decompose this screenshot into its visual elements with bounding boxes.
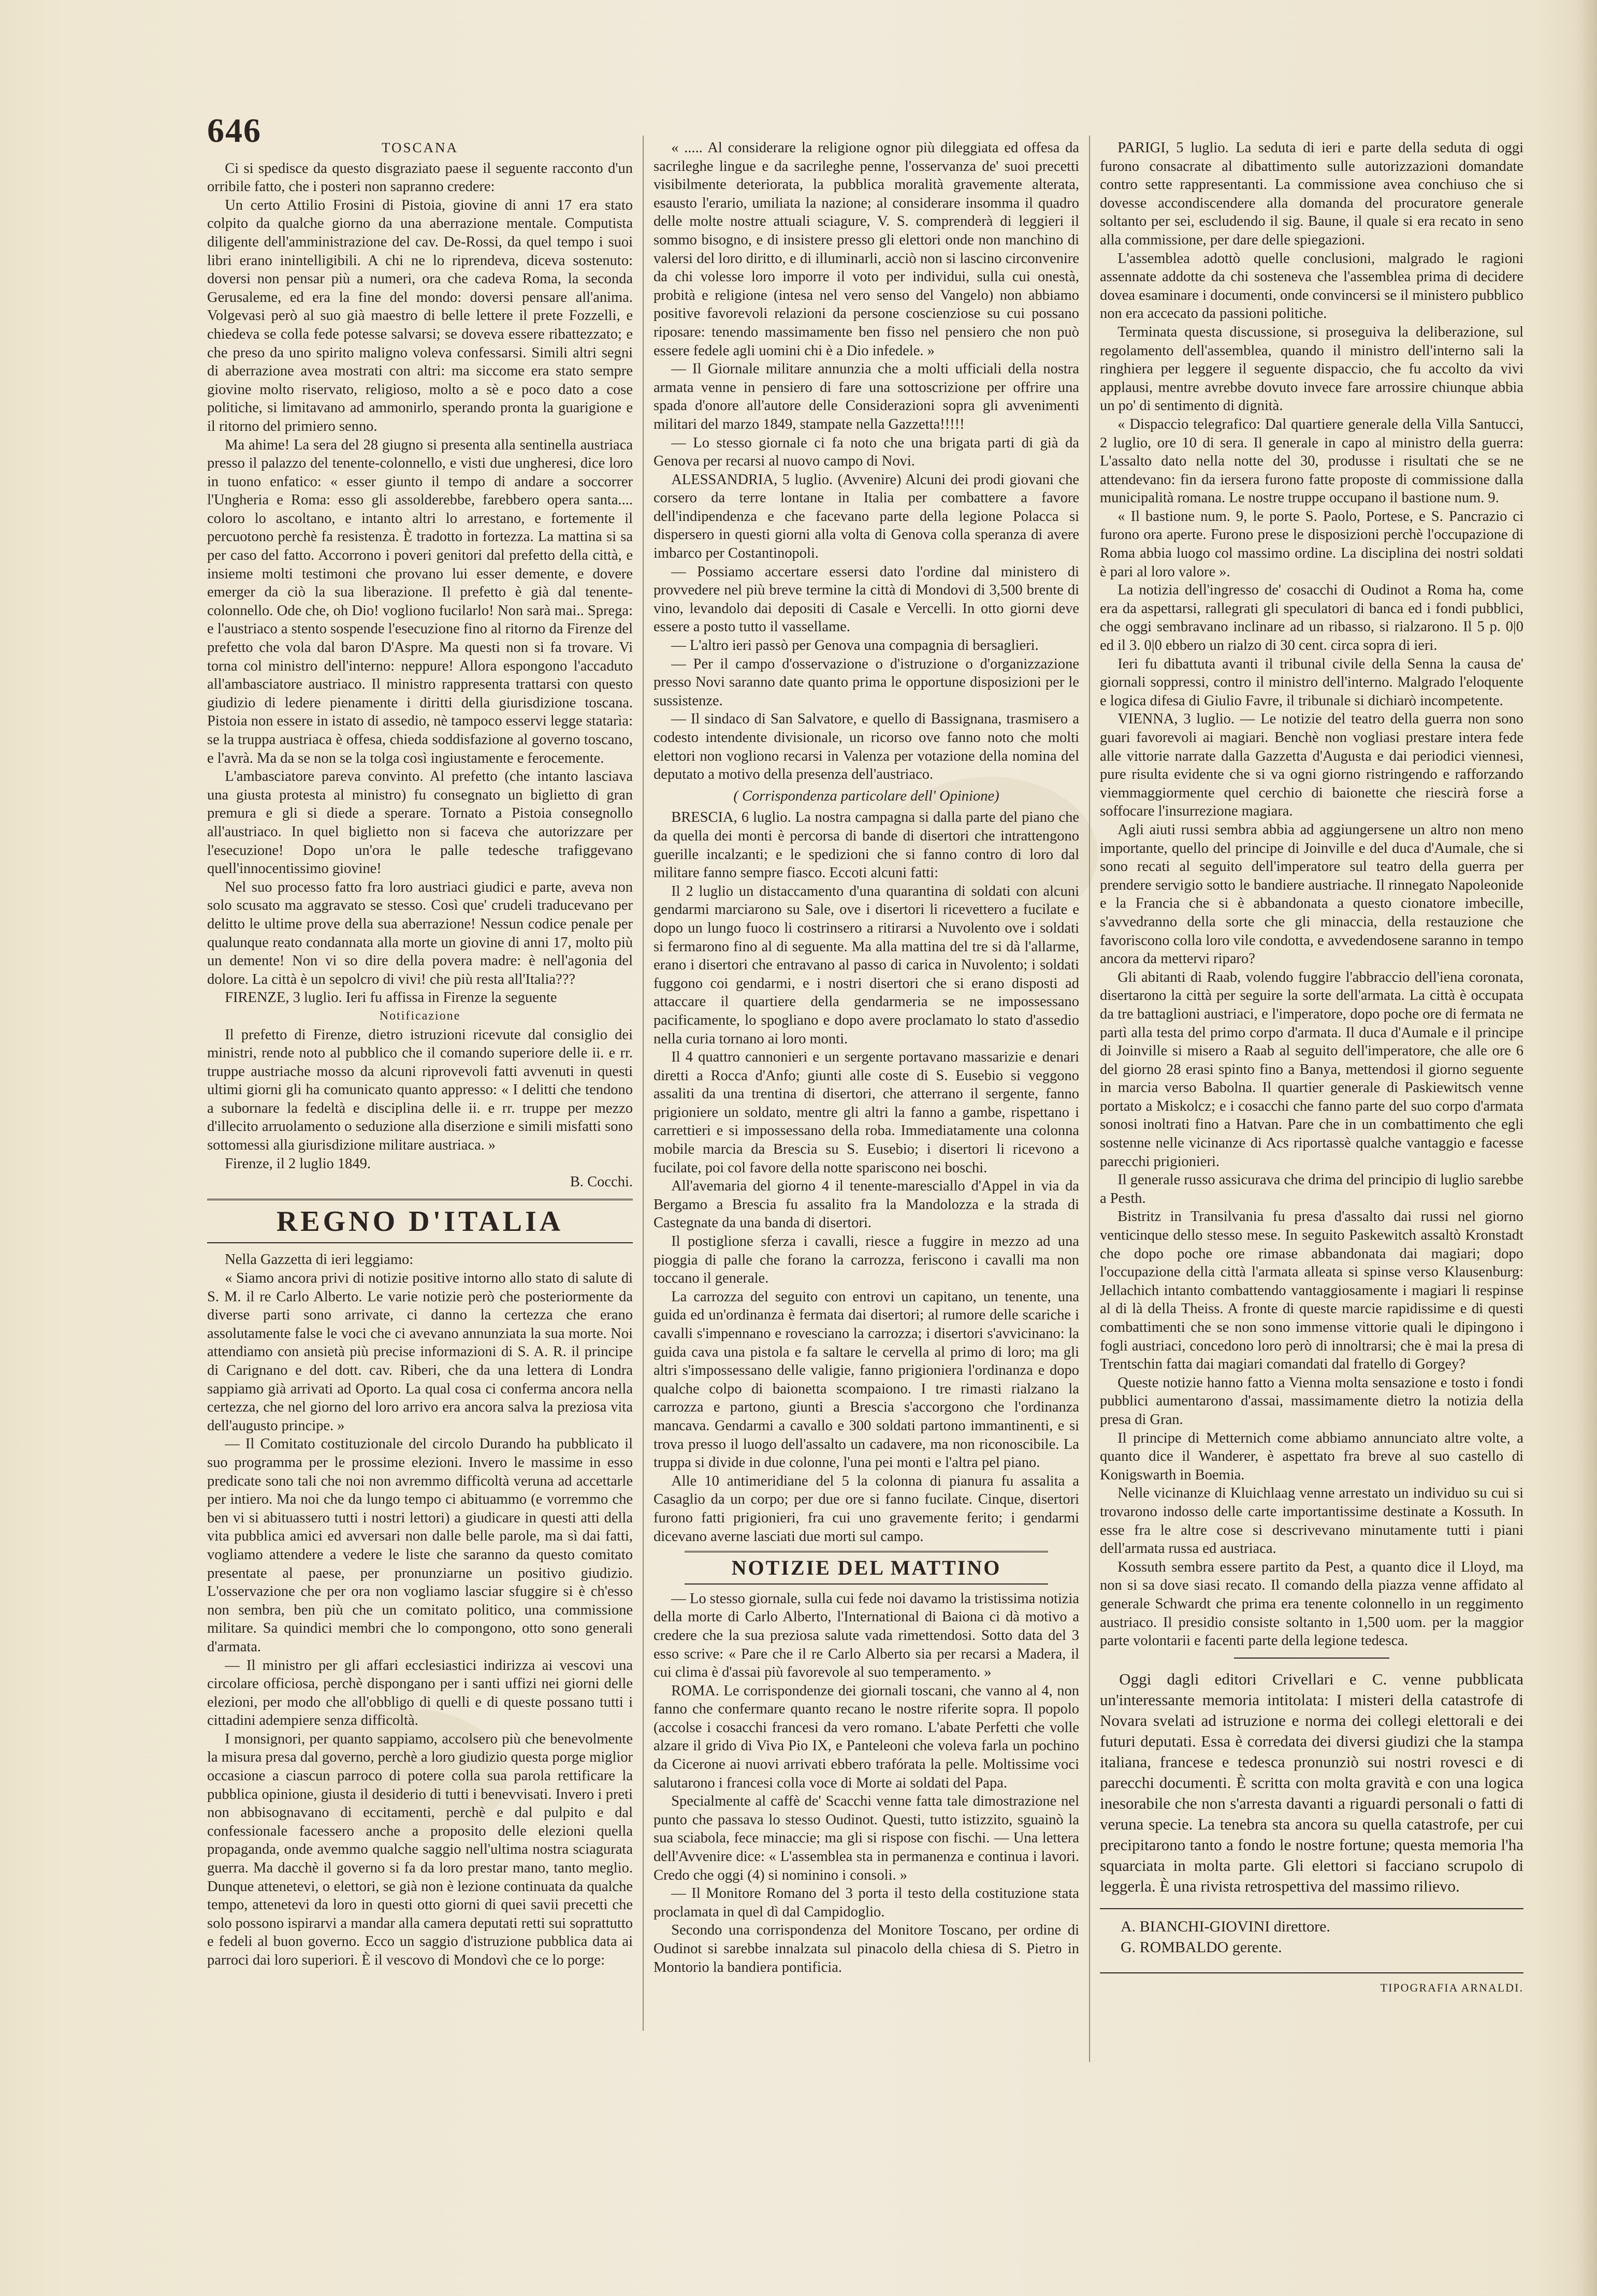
paragraph: — L'altro ieri passò per Genova una compagnia di bersaglieri. [671, 637, 1039, 654]
paragraph: Queste notizie hanno fatto a Vienna molta sensazione e tosto i fondi pubblici aumentarono d'assai, massimamente dietro la notizia della presa di Gran. [1100, 1374, 1523, 1428]
manager-line: G. ROMBALDO gerente. [1121, 1938, 1282, 1956]
paragraph: ROMA. Le corrispondenze dei giornali toscani, che vanno al 4, non fanno che confermare quanto recano le nostre riferite sopra. Il popolo (accolse i cosacchi francesi da vero romano. L'abate Perfetti che volle alzare il grido di Viva Pio IX, e Panteleoni che voleva farla un pochino da Cicerone ai nuovi arrivati ebbero trafórata la pelle. Moltissime voci salutarono i francesi colla voce di Morte ai soldati del Papa. [654, 1682, 1079, 1791]
paragraph: — Il Monitore Romano del 3 porta il testo della costituzione stata proclamata in quel dì dal Campidoglio. [654, 1885, 1079, 1920]
paragraph: — Il sindaco di San Salvatore, e quello di Bassignana, trasmisero a codesto intendente divisionale, un ricorso ove fanno noto che molti elettori non vogliono recarsi in Valenza per votazione della nomina del deputato a motivo della presenza dell'austriaco. [654, 711, 1079, 783]
paragraph: Il principe di Metternich come abbiamo annunciato altre volte, a quanto dice il Wanderer, è aspettato fra breve al suo castello di Konigswarth in Boemia. [1100, 1430, 1523, 1483]
paragraph: Gli abitanti di Raab, volendo fuggire l'abbraccio dell'iena coronata, disertarono la città per seguire la sorte dell'armata. La città è occupata da tre battaglioni austriaci, e l'imperatore, dopo poche ore di fermata ne partì alla testa del primo corpo d'armata. Il duca d'Aumale e il principe di Joinville si misero a Raab al seguito dell'imperatore, che alle ore 6 del giorno 28 erasi spinto fino a Banya, mettendosi il giorno seguente in marcia verso Babolna. Il quartier generale di Paskiewitsch venne portato a Miskolcz; e i cosacchi che fanno parte del suo corpo d'armata sonosi inoltrati fino a Hatvan. Pare che in un combattimento che egli sostenne nelle vicinanze di Acs riportassè qualche vantaggio e facesse parecchi prigionieri. [1100, 969, 1523, 1170]
paragraph: BRESCIA, 6 luglio. La nostra campagna si dalla parte del piano che da quella dei monti è percorsa di bande di disertori che intrattengono guerille incalzanti; e le spedizioni che si fanno contro di loro dal militare fanno sempre fiasco. Eccoti alcuni fatti: [654, 809, 1079, 881]
paragraph: VIENNA, 3 luglio. — Le notizie del teatro della guerra non sono guari favorevoli ai magiari. Benchè non vogliasi prestare intera fede alle vittorie narrate dalla Gazzetta d'Augusta e dai periodici viennesi, pure risulta evidente che si va ogni giorno ristringendo e rafforzando viemmaggiormente quel cerchio di baionette che riescirà forse a soffocare l'insurrezione magiara. [1100, 711, 1523, 820]
notification-text: Il prefetto di Firenze, dietro istruzioni ricevute dal consiglio dei ministri, rende noto al pubblico che il comando superiore delle ii. e rr. truppe austriache mosso da alcuni riprovevoli fatti avvenuti in questi ultimi giorni gli ha comunicato quanto appresso: « I delitti che tendono a subornare la fedeltà e disciplina delle ii. e rr. truppe per mezzo d'illecito arruolamento o seduzione alla diserzione e simili misfatti sono sottomessi alla giurisdizione militare austriaca. » [207, 1026, 633, 1154]
paragraph: ALESSANDRIA, 5 luglio. (Avvenire) Alcuni dei prodi giovani che corsero da terre lontane in Italia per combattere a favore dell'indipendenza e che facevano parte della legione Polacca si dispersero in questi giorni alla volta di Genova colla speranza di avere imbarco per Costantinopoli. [654, 471, 1079, 562]
notice-text: Oggi dagli editori Crivellari e C. venne pubblicata un'interessante memoria intitolata: I misteri della catastrofe di Novara svelati ad istruzione e norma dei collegi elettorali e dei futuri deputati. Essa è corredata dei diversi giudizi che la stampa italiana, francese e tedesca pronunziò sui nostri rovesci e di parecchi documenti. È scritta con molta gravità e con una logica inesorabile che non s'arresta davanti a riguardi personali o fatti di veruna specie. La tenebra sta ancora su quella catastrofe, per cui precipitarono tanto a fondo le nostre fortune; questa memoria l'ha squarciata in molta parte. Gli elettori si facciano scrupolo di leggerla. È una rivista retrospettiva del massimo rilievo. [1100, 1669, 1523, 1895]
director-line: A. BIANCHI-GIOVINI direttore. [1121, 1917, 1330, 1935]
paragraph: Ieri fu dibattuta avanti il tribunal civile della Senna la causa de' giornali soppressi, contro il ministro dell'interno. Malgrado l'eloquente e logica difesa di Giulio Favre, il tribunale si dichiarò incompetente. [1100, 656, 1523, 709]
paragraph: Alle 10 antimeridiane del 5 la colonna di pianura fu assalita a Casaglio da un corpo; per due ore si fanno fucilate. Cinque, disertori furono fatti prigionieri, fra cui uno gravemente ferito; i gendarmi dicevano averne lasciati due morti sul campo. [654, 1473, 1079, 1545]
paragraph: « Dispaccio telegrafico: Dal quartiere generale della Villa Santucci, 2 luglio, ore 10 di sera. Il generale in capo al ministro della guerra: L'assalto dato nella notte del 30, produsse i risultati che se ne attendevano: fin da iersera furono fatte proposte di commissione dalla municipalità romana. Le nostre truppe occupano il bastione num. 9. [1100, 416, 1523, 506]
paragraph: — Il Comitato costituzionale del circolo Durando ha pubblicato il suo programma per le prossime elezioni. Invero le massime in esso predicate sono tali che noi non avremmo difficoltà veruna ad accettarle per intiero. Ma noi che da lungo tempo ci abituammo (e vorremmo che ben vi si abituassero tutti i nostri lettori) a giudicare in questi atti della vita pubblica amici ed avversari non dalle belle parole, ma sì dai fatti, vogliamo attendere a vedere le liste che saranno da questo comitato presentate al paese, per pronunziarne un positivo giudizio. L'osservazione che per ora non vogliamo lasciar sfuggire si è ch'esso non sembra, ben più che un comitato politico, una commissione militare. Sa quindici membri che lo compongono, otto sono generali d'armata. [207, 1436, 633, 1655]
paragraph: La notizia dell'ingresso de' cosacchi di Oudinot a Roma ha, come era da aspettarsi, rallegrati gli speculatori di banca ed i fondi pubblici, che oggi sembravano inclinare ad un ribasso, si rialzarono. Il 5 p. 0|0 ed il 3. 0|0 ebbero un rialzo di 30 cent. circa sopra di ieri. [1100, 582, 1523, 654]
paragraph: Nella Gazzetta di ieri leggiamo: [225, 1252, 414, 1268]
paragraph: Nel suo processo fatto fra loro austriaci giudici e parte, aveva non solo scusato ma aggravato se stesso. Così que' crudeli traducevano per delitto le ultime prove della sua aberrazione! Nessun codice penale per qualunque reato condannata alla morte un giovine di anni 17, molto più un demente! Non vi so dire della povera madre: è nell'agonia del dolore. La città è un sepolcro di vivi! che più resta all'Italia??? [207, 879, 633, 987]
paragraph: Kossuth sembra essere partito da Pest, a quanto dice il Lloyd, ma non si sa dove siasi recato. Il comando della piazza venne affidato al generale Schwardt che prima era tenente colonnello in un reggimento austriaco. Il presidio consiste soltanto in 1,500 uom. per la maggior parte volontarii e facenti parte della legione tedesca. [1100, 1559, 1523, 1649]
paragraph: Terminata questa discussione, si proseguiva la deliberazione, sul regolamento dell'assemblea, quando il ministro dell'interno sali la ringhiera per leggere il seguente dispaccio, che fu accolto da vivi applausi, mentre avrebbe dovuto invece fare arrossire chiunque abbia un po' di sentimento di dignità. [1100, 324, 1523, 414]
notification-title: Notificazione [379, 1009, 461, 1023]
page-number: 646 [207, 112, 262, 150]
paragraph: — Lo stesso giornale ci fa noto che una brigata parti di già da Genova per recarsi al nuovo campo di Novi. [654, 434, 1079, 470]
paragraph: Il postiglione sferza i cavalli, riesce a fuggire in mezzo ad una pioggia di palle che forano la carrozza, feriscono i cavalli ma non toccano il generale. [654, 1233, 1079, 1287]
publication-notice [1100, 1669, 1523, 1897]
paragraph: Bistritz in Transilvania fu presa d'assalto dai russi nel giorno venticinque dello stesso mese. In seguito Paskewitch assaltò Kronstadt che dopo poche ore rimase abbandonata dai magiari; dopo l'occupazione della città l'armata alleata si spinse verso Klausenburg: Jellachich intanto combattendo vantaggiosamente i magiari li respinse al di là della Theiss. A fronte di queste marcie rapidissime e di questi combattimenti che se non sono immense vittorie quali le dipingono i fogli austriaci, concedono loro però di innoltrarsi; che è mai la presa di Trentschin fatta dai magiari comandati dal fratello di Gorgey? [1100, 1209, 1523, 1373]
paragraph: Il generale russo assicurava che drima del principio di luglio sarebbe a Pesth. [1100, 1172, 1523, 1207]
paragraph: « ..... Al considerare la religione ognor più dileggiata ed offesa da sacrileghe lingue e da sacrileghe penne, l'osservanza de' suoi precetti visibilmente deteriorata, la pubblica moralità gravemente alterata, esausto l'erario, umiliata la nazione; al considerare insomma il quadro delle molte nostre attuali sciagure, V. S. comprenderà di leggieri il sommo bisogno, e di insistere presso gli elettori onde non manchino di valersi del loro diritto, e di illuminarli, acciò non si lascino circonvenire da chi volesse loro imporre il voto per individui, sulla cui onestà, probità e religione (intesa nel vero senso del Vangelo) non abbiamo positive favorevoli relazioni da persone coscienziose su cui possano riposare: tenendo massimamente ben fisso nel pensiero che non può essere fedele agli uomini chi è a Dio infedele. » [654, 140, 1079, 359]
notification-date: Firenze, il 2 luglio 1849. [225, 1155, 371, 1172]
paragraph: Secondo una corrispondenza del Monitore Toscano, per ordine di Oudinot si sarebbe innalzata sul pinacolo della chiesa di S. Pietro in Montorio la bandiera pontificia. [654, 1922, 1079, 1975]
column-rule [1089, 136, 1090, 2062]
paragraph: Nelle vicinanze di Kluichlaag venne arrestato un individuo su cui si trovarono indosso delle carte importantissime destinate a Kossuth. In esse fra le altre cose si descrivevano minutamente tutti i piani dell'armata russa ed austriaca. [1100, 1485, 1523, 1557]
correspondence-title: ( Corrispondenza particolare dell' Opinione) [733, 788, 999, 804]
paragraph: La carrozza del seguito con entrovi un capitano, un tenente, una guida ed un'ordinanza è fermata dai disertori; al rumore delle scariche i cavalli s'impennano e rovesciano la carrozza; i disertori s'avvicinano: la guida cava una pistola e fa saltare le cervella al primo di loro; ma gli altri s'impossessano delle valigie, fanno prigioniera l'ordinanza e dopo qualche colpo di baionetta scompaiono. I tre rimasti rialzano la carrozza e partono, giunti a Brescia s'accorgono che l'ordinanza mancava. Gendarmi a cavallo e 300 soldati partono immantinenti, e si trova presso il luogo dell'assalto un cadavere, ma non riconoscibile. La truppa si divide in due colonne, l'una pei monti e l'altra pel piano. [654, 1288, 1079, 1471]
paragraph: All'avemaria del giorno 4 il tenente-maresciallo d'Appel in via da Bergamo a Brescia fu assalito fra la Mandolozza e la strada di Castegnate da una banda di disertori. [654, 1178, 1079, 1231]
notification-signature: B. Cocchi. [570, 1174, 633, 1190]
paragraph: Ci si spedisce da questo disgraziato paese il seguente racconto d'un orribile fatto, che i posteri non sapranno credere: [207, 160, 633, 195]
paragraph: L'assemblea adottò quelle conclusioni, malgrado le ragioni assennate addotte da chi sosteneva che l'assemblea prima di decidere dovea esaminare i documenti, onde convincersi se il ministero pubblico non era accecato da passioni politiche. [1100, 250, 1523, 322]
paragraph: — Il Giornale militare annunzia che a molti ufficiali della nostra armata venne in pensiero di fare una sottoscrizione per offrire una spada d'onore all'autore delle Considerazioni sopra gli avvenimenti militari del marzo 1849, stampate nella Gazzetta!!!!! [654, 361, 1079, 432]
editorial-signature [1100, 1908, 1523, 1958]
column-3 [1100, 139, 1523, 2075]
column-2 [654, 139, 1079, 2024]
paragraph: Agli aiuti russi sembra abbia ad aggiungersene un altro non meno importante, quello del principe di Joinville e del duca d'Aumale, che si sono recati al seguito dell'imperatore sul teatro della guerra per prendere servigio sotto le bandiere austriache. Il rinnegato Napoleonide e la Francia che si è abbandonata a questo cionatore imbecille, s'avvedranno della sorte che gli minaccia, della restauzione che favoriscono colla loro vile condotta, e avvedendosene saranno in tempo ancora da mettervi riparo? [1100, 821, 1523, 967]
paragraph: L'ambasciatore pareva convinto. Al prefetto (che intanto lasciava una giusta protesta al ministro) fu consegnato un biglietto di gran premura e gli si diede a sperare. Tornato a Pistoia consegnollo all'austriaco. In quel biglietto non si faceva che autorizzare per l'esecuzione! Dopo un'ora le palle tedesche trafiggevano quell'innocentissimo giovine! [207, 768, 633, 877]
printer-imprint: TIPOGRAFIA ARNALDI. [1100, 1972, 1523, 1997]
section-heading-regno: REGNO D'ITALIA [207, 1199, 633, 1244]
paragraph: PARIGI, 5 luglio. La seduta di ieri e parte della seduta di oggi furono consacrate al dibattimento sulle autorizzazioni domandate contro sette rappresentanti. La commissione avea conchiuso che si dovesse accondiscendere alla domanda del procuratore generale soltanto per sei, escludendo il sig. Baune, il quale si era recato in seno alla commissione, per dare delle spiegazioni. [1100, 140, 1523, 248]
column-rule [643, 136, 644, 2031]
divider [1234, 1658, 1389, 1659]
firenze-dateline: FIRENZE, 3 luglio. Ieri fu affissa in Firenze la seguente [225, 990, 557, 1006]
paragraph: — Il ministro per gli affari ecclesiastici indirizza ai vescovi una circolare officiosa, perchè dispongano per i santi uffizi nei giorni delle elezioni, per modo che all'obbligo di quelli e di queste possano tutti i cittadini adempiere senza difficoltà. [207, 1657, 633, 1729]
paragraph: Il 4 quattro cannonieri e un sergente portavano massarizie e denari diretti a Rocca d'Anfo; giunti alle coste di S. Eusebio si veggono assaliti da una trentina di disertori, che atterrano il sergente, fanno prigioniere un soldato, mentre gli altri la fanno a gambe, rispettano i carrettieri e si impossessano della roba. Immediatamente una colonna mobile marcia da Brescia su S. Eusebio; i disertori li ricevono a fucilate, poi col favore della notte spariscono nei boschi. [654, 1049, 1079, 1176]
paragraph: Un certo Attilio Frosini di Pistoia, giovine di anni 17 era stato colpito da qualche giorno da una aberrazione mentale. Computista diligente dell'amministrazione del cav. De-Rossi, da quel tempo i suoi libri erano inintelligibili. A chi ne lo riprendeva, diceva sostenuto: doversi non pensar più a numeri, ora che cadeva Roma, la seconda Gerusaleme, ed era la fine del mondo: doversi pensare all'anima. Volgevasi però al suo già maestro di belle lettere il prete Fozzelli, e chiedeva se colla fede potesse salvarsi; se doveva essere ribattezzato; e che preso da uno spirito maligno voleva confessarsi. Simili altri segni di aberrazione avea mostrati con altri: ma siccome era stato sempre giovine molto riservato, religioso, molto a sè e poco dato a cose politiche, si limitavano ad ammonirlo, sperando pronta la guarigione e il ritorno del primiero senno. [207, 197, 633, 434]
paragraph: — Possiamo accertare essersi dato l'ordine dal ministero di provvedere nel più breve termine la città di Mondovi di 3,500 brente di vino, levandolo dai depositi di Casale e Vercelli. In otto giorni deve essere a posto tutto il vassellame. [654, 563, 1079, 635]
paragraph: — Lo stesso giornale, sulla cui fede noi davamo la tristissima notizia della morte di Carlo Alberto, l'International di Baiona ci dà motivo a credere che la sua preziosa salute vada rimettendosi. Sotto data del 3 esso scrive: « Pare che il re Carlo Alberto sia per recarsi a Madera, il cui clima è d'assai più favorevole al suo temperamento. » [654, 1590, 1079, 1681]
section-heading-mattino: NOTIZIE DEL MATTINO [685, 1551, 1048, 1585]
paragraph: Ma ahime! La sera del 28 giugno si presenta alla sentinella austriaca presso il palazzo del tenente-colonnello, e visti due ungheresi, dice loro in tuono enfatico: « esser giunto il tempo di andare a soccorrer l'Ungheria e Roma: esso gli assolderebbe, farebbero opera santa.... coloro lo ascoltano, e intanto altri lo arrestano, e fortemente il percuotono perchè fa resistenza. È tradotto in fortezza. La mattina si sa per caso del fatto. Accorrono i poveri genitori dal prefetto della città, e insieme molti testimoni che provano lui esser demente, e dovere emerger da ciò la sua liberazione. Il prefetto è già dal tenente-colonnello. Ode che, oh Dio! vogliono fucilarlo! Non sarà mai.. Sprega: e l'austriaco a stento sospende l'esecuzione fino al ritorno da Firenze del prefetto che vola dal baron D'Aspre. Ma questi non si fa trovare. Vi torna col ministro dell'interno: neppure! Allora espongono l'accaduto all'ambasciatore austriaco. Il ministro rappresenta trattarsi con questo giudizio di ledere pienamente i diritti della giurisdizione toscana. Pistoia non essere in istato di assedio, nè tampoco esservi legge statarìa: se la truppa austriaca è offesa, chieda soddisfazione al governo toscano, e l'avrà. Ma da se non se la tolga così ingiustamente e ferocemente. [207, 437, 633, 766]
section-title-toscana: TOSCANA [381, 140, 459, 155]
paragraph: — Per il campo d'osservazione o d'istruzione o d'organizzazione presso Novi saranno date quanto prima le opportune disposizioni per le sussistenze. [654, 656, 1079, 709]
paragraph: « Il bastione num. 9, le porte S. Paolo, Portese, e S. Pancrazio ci furono ora aperte. Furono prese le disposizioni perchè l'occupazione di Roma abbia luogo col massimo ordine. La disciplina dei nostri soldati è pari al loro valore ». [1100, 508, 1523, 580]
paragraph: Il 2 luglio un distaccamento d'una quarantina di soldati con alcuni gendarmi marciarono su Sale, ove i disertori li ricevettero a fucilate e dopo un lungo fuoco li costrinsero a ritirarsi a Nuvolento ove i soldati si fermarono fino al di seguente. Ma alla mattina del tre si dà l'allarme, erano i disertori che entravano al passo di carica in Nuvolento; i soldati fuggono coi gendarmi, e i nostri disertori che si erano disposti ad attaccare il quartiere della gendarmeria se ne impossessano pacificamente, lo spogliano e dopo avere proclamato lo stato d'assedio nella curia tornano ai loro monti. [654, 883, 1079, 1047]
paragraph: Specialmente al caffè de' Scacchi venne fatta tale dimostrazione nel punto che passava lo stesso Oudinot. Questi, tutto istizzito, sguainò la sua sciabola, fece minaccie; ma gli si rispose con fischi. — Una lettera dell'Avvenire dice: « L'assemblea sta in permanenza e continua i lavori. Credo che oggi (4) si nominino i consoli. » [654, 1793, 1079, 1883]
page-edge-shadow [1576, 0, 1597, 2296]
paragraph: I monsignori, per quanto sappiamo, accolsero più che benevolmente la misura presa dal governo, perchè a loro giudizio questa porge miglior occasione a ciascun parroco di potere colla sua parola rettificare la pubblica opinione, giusta il desiderio di tutti i benevvisati. Invero i preti non abbisognavano di eccitamenti, perchè e dal pulpito e dal confessionale facessero anche a proposito delle elezioni quella propaganda, onde avemmo qualche saggio nell'ultima nostra sciagurata guerra. Ma dacchè il governo si fa da loro prestar mano, tanto meglio. Dunque attenetevi, o elettori, se già non è lezione continuata da qualche tempo, attenetevi da loro in questi otto giorni di quei savii precetti che solo possono ispirarvi a mandar alla camera deputati retti sui soprattutto e fedeli al buon governo. Ecco un saggio d'istruzione pubblica data ai parroci dai loro superiori. È il vescovo di Mondovì che ce lo porge: [207, 1731, 633, 1968]
paragraph: « Siamo ancora privi di notizie positive intorno allo stato di salute di S. M. il re Carlo Alberto. Le varie notizie però che posteriormente da diverse parti sono arrivate, ci danno la certezza che erano assolutamente false le voci che ci avevano annunziata la sua morte. Noi attendiamo con ansietà più precise informazioni di S. A. R. il principe di Carignano e del dott. cav. Riberi, che da una lettera di Londra sappiamo già arrivati ad Oporto. La qual cosa ci conferma ancora nella certezza, che nel giorno del loro arrivo era ancora salva la preziosa vita dell'augusto principe. » [207, 1270, 633, 1434]
column-1 [207, 139, 633, 2200]
